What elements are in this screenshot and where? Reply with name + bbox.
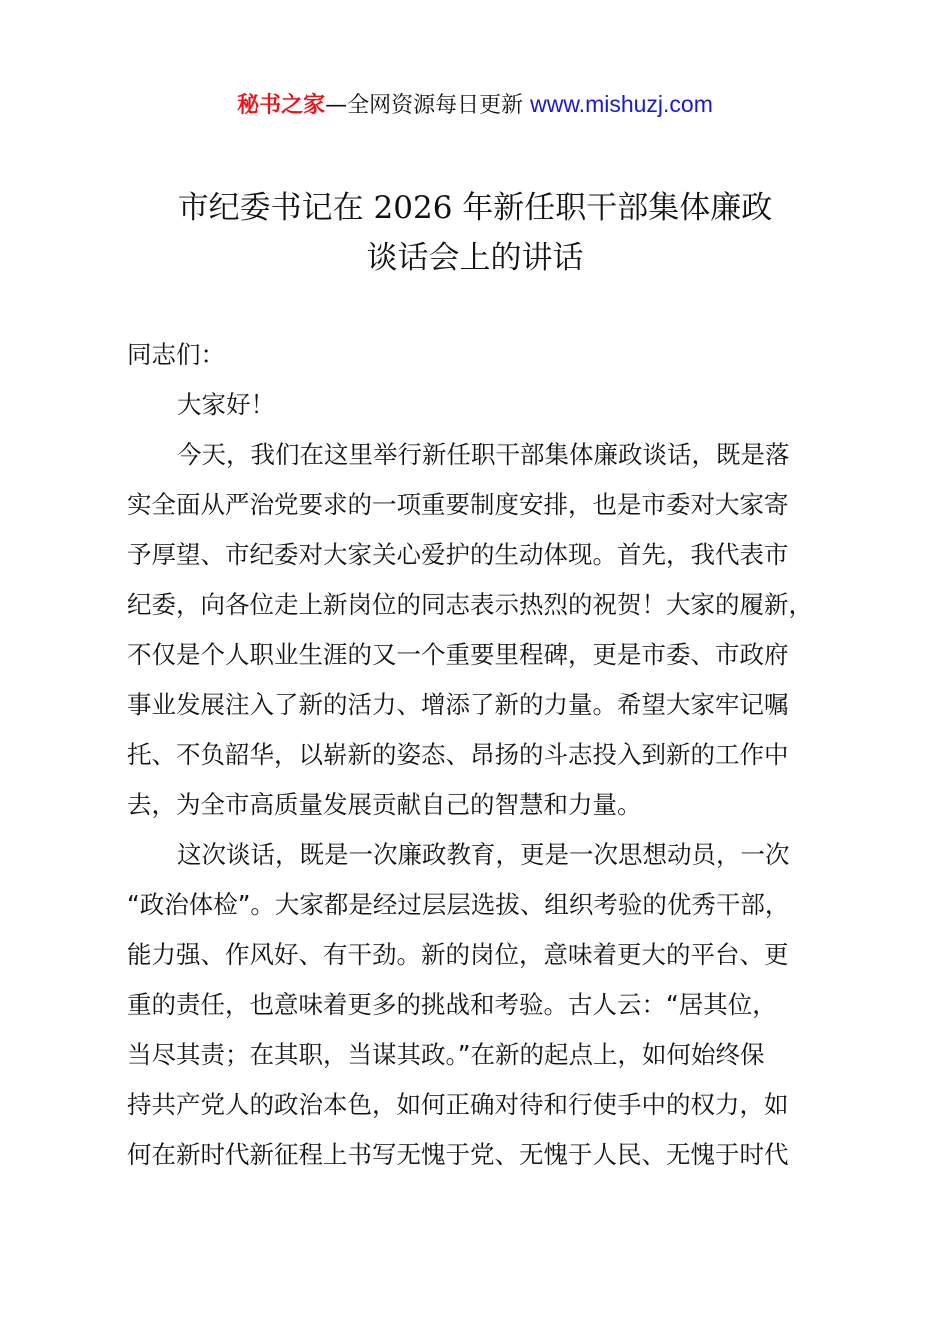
title-line: 谈话会上的讲话 (366, 240, 584, 276)
paragraph-line: “政治体检”。大家都是经过层层选拔、组织考验的优秀干部， (127, 890, 790, 919)
header-slogan: —全网资源每日更新 (325, 93, 524, 118)
paragraph-line: 予厚望、市纪委对大家关心爱护的生动体现。首先，我代表市 (127, 540, 789, 569)
site-header (0, 86, 950, 124)
brand-name: 秘书之家 (237, 93, 326, 118)
paragraph-line: 实全面从严治党要求的一项重要制度安排，也是市委对大家寄 (127, 490, 789, 519)
greeting-line: 大家好！ (177, 390, 275, 419)
site-url-link[interactable]: www.mishuzj.com (530, 91, 713, 117)
paragraph-line: 托、不负韶华，以崭新的姿态、昂扬的斗志投入到新的工作中 (127, 740, 789, 769)
paragraph-line: 持共产党人的政治本色，如何正确对待和行使手中的权力，如 (127, 1090, 789, 1119)
document-title (0, 183, 950, 283)
paragraph-line: 能力强、作风好、有干劲。新的岗位，意味着更大的平台、更 (127, 940, 789, 969)
paragraph-line: 纪委，向各位走上新岗位的同志表示热烈的祝贺！大家的履新， (127, 590, 813, 619)
paragraph-line: 何在新时代新征程上书写无愧于党、无愧于人民、无愧于时代 (127, 1140, 789, 1169)
salutation: 同志们： (127, 340, 225, 369)
title-line: 市纪委书记在 2026 年新任职干部集体廉政 (177, 190, 773, 226)
document-body (127, 330, 837, 1180)
paragraph-line: 重的责任，也意味着更多的挑战和考验。古人云：“居其位， (127, 990, 777, 1019)
paragraph-line: 不仅是个人职业生涯的又一个重要里程碑，更是市委、市政府 (127, 640, 789, 669)
paragraph-line: 今天，我们在这里举行新任职干部集体廉政谈话，既是落 (177, 440, 790, 469)
paragraph-line: 这次谈话，既是一次廉政教育，更是一次思想动员，一次 (177, 840, 790, 869)
paragraph-line: 去，为全市高质量发展贡献自己的智慧和力量。 (127, 790, 642, 819)
paragraph-line: 当尽其责；在其职，当谋其政。”在新的起点上，如何始终保 (127, 1040, 765, 1069)
paragraph-line: 事业发展注入了新的活力、增添了新的力量。希望大家牢记嘱 (127, 690, 789, 719)
